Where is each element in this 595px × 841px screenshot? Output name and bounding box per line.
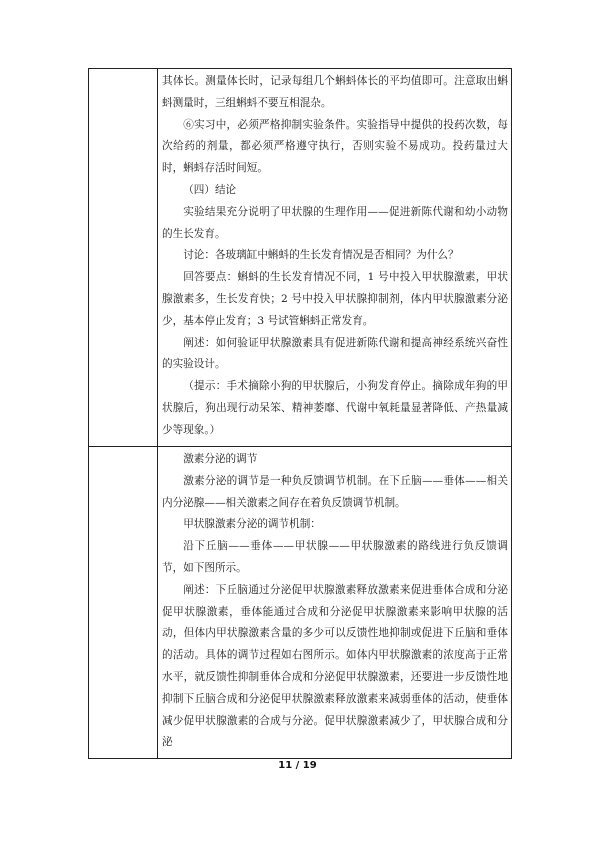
content-table (88, 68, 512, 759)
paragraph: 阐述：下丘脑通过分泌促甲状腺激素释放激素来促进垂体合成和分泌促甲状腺激素，垂体能通过合成和分泌促甲状腺激素来影响甲状腺的活动，但体内甲状腺激素含量的多少可以反馈性地抑制或促进下丘脑和垂体的活动。具体的调节过程如右图所示。如体内甲状腺激素的浓度高于正常水平，就反馈性抑制垂体合成和分泌促甲状腺激素，还要进一步反馈性地抑制下丘脑合成和分泌促甲状腺激素释放激素来减弱垂体的活动，使垂体减少促甲状腺激素的合成与分泌。促甲状腺激素减少了，甲状腺合成和分泌 (162, 583, 508, 749)
section-heading: 激素分泌的调节 (183, 453, 258, 465)
paragraph: 回答要点：蝌蚪的生长发育情况不同，1 号中投入甲状腺激素，甲状腺激素多，生长发育快；2 号中投入甲状腺抑制剂，体内甲状腺激素分泌少，基本停止发育；3 号试管蝌蚪正常发育。 (162, 271, 508, 327)
paragraph: 讨论：各玻璃缸中蝌蚪的生长发育情况是否相同？为什么？ (183, 249, 459, 262)
cell-text-block (158, 447, 511, 758)
paragraph: 激素分泌的调节是一种负反馈调节机制。在下丘脑——垂体——相关内分泌腺——相关激素之间存在着负反馈调节机制。 (162, 474, 508, 509)
paragraph: ⑥实习中，必须严格抑制实验条件。实验指导中提供的投药次数，每次给药的剂量，都必须严格遵守执行，否则实验不易成功。投药量过大时，蝌蚪存活时间短。 (162, 118, 508, 175)
table-row (89, 69, 512, 447)
page-number: 11 / 19 (278, 760, 317, 771)
section-heading: （四）结论 (183, 183, 237, 196)
paragraph: 实验结果充分说明了甲状腺的生理作用——促进新陈代谢和幼小动物的生长发育。 (162, 205, 508, 240)
table-row (89, 447, 512, 759)
paragraph: 阐述：如何验证甲状腺激素具有促进新陈代谢和提高神经系统兴奋性的实验设计。 (162, 336, 508, 371)
paragraph: 甲状腺激素分泌的调节机制： (183, 518, 321, 531)
right-column-cell (158, 447, 512, 759)
paragraph: （提示：手术摘除小狗的甲状腺后，小狗发育停止。摘除成年狗的甲状腺后，狗出现行动呆笨、精神萎靡、代谢中氧耗量显著降低、产热量减少等现象。） (162, 380, 508, 436)
paragraph: 其体长。测量体长时，记录每组几个蝌蚪体长的平均值即可。注意取出蝌蚪测量时，三组蝌蚪不要互相混杂。 (162, 75, 508, 109)
right-column-cell (158, 69, 512, 447)
paragraph: 沿下丘脑——垂体——甲状腺——甲状腺激素的路线进行负反馈调节，如下图所示。 (162, 540, 508, 574)
left-column-cell (89, 447, 158, 759)
left-column-cell (89, 69, 158, 447)
cell-text-block (158, 69, 511, 446)
